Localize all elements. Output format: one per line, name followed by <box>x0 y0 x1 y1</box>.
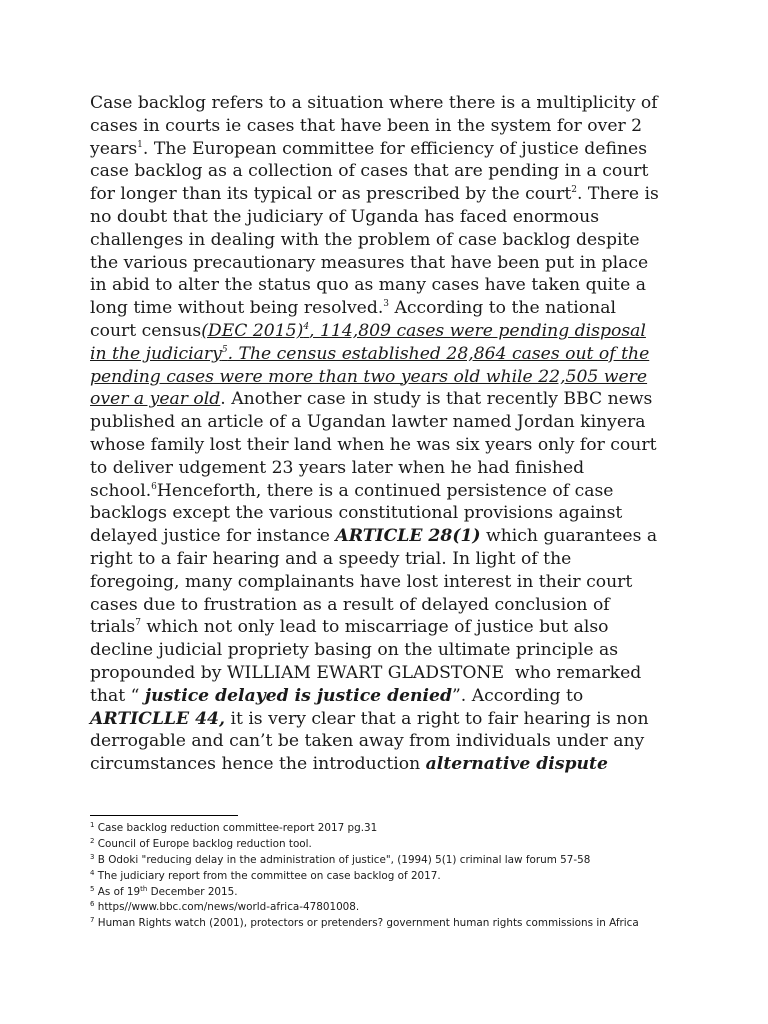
body-paragraph <box>90 92 682 776</box>
text-line <box>90 685 682 708</box>
text-line <box>90 411 682 434</box>
footnote-text: Council of Europe backlog reduction tool. <box>94 837 312 850</box>
text-run: school. <box>90 480 152 501</box>
footnote <box>90 853 710 869</box>
article-reference: ARTICLE 28(1) <box>335 526 481 547</box>
footnote-text: As of 19 <box>94 885 141 898</box>
text-run: challenges in dealing with the problem of case backlog despite <box>90 229 640 250</box>
text-line <box>90 616 682 639</box>
footnote-ref[interactable]: 6 <box>151 481 157 492</box>
text-run: . The European committee for efficiency of justice defines <box>142 138 648 159</box>
text-line <box>90 229 682 252</box>
text-run: for longer than its typical or as prescribed by the court <box>90 184 572 205</box>
footnote-ref[interactable]: 4 <box>303 321 310 332</box>
footnote-text: Case backlog reduction committee-report 2017 pg.31 <box>94 822 378 834</box>
text-run: whose family lost their land when he was six years only for court <box>90 434 657 455</box>
underlined-text: over a year old <box>90 389 221 410</box>
text-line <box>90 115 682 138</box>
footnote-link[interactable]: https//www.bbc.com/news/world-africa-47801008. <box>94 901 360 914</box>
underlined-text: . The census established 28,864 cases out of the <box>227 343 650 364</box>
text-run: propounded by WILLIAM EWART GLADSTONE who remarked <box>90 662 642 683</box>
text-run: no doubt that the judiciary of Uganda has faced enormous <box>90 206 600 227</box>
text-line <box>90 457 682 480</box>
footnote <box>90 837 710 853</box>
ordinal-suffix: th <box>140 884 148 893</box>
text-line <box>90 206 682 229</box>
text-run: derrogable and can’t be taken away from individuals under any <box>90 731 645 752</box>
text-line <box>90 662 682 685</box>
text-line <box>90 388 682 411</box>
underlined-text: , 114,809 cases were pending disposal <box>309 320 646 341</box>
text-run: it is very clear that a right to fair hearing is non <box>224 708 649 729</box>
quotation: justice delayed is justice denied <box>144 685 453 706</box>
footnote-number: 2 <box>90 836 95 845</box>
text-run: decline judicial propriety basing on the ultimate principle as <box>90 640 619 661</box>
text-line <box>90 753 682 776</box>
emphasized-term: alternative dispute <box>425 754 608 775</box>
text-line <box>90 434 682 457</box>
footnote <box>90 916 710 932</box>
text-run: circumstances hence the introduction <box>90 754 426 775</box>
text-line <box>90 502 682 525</box>
footnote <box>90 900 710 916</box>
text-line <box>90 297 682 320</box>
text-line <box>90 343 682 366</box>
footnote-number: 7 <box>90 916 95 925</box>
text-run: According to the national <box>389 298 616 319</box>
text-run: long time without being resolved. <box>90 298 384 319</box>
footnotes <box>90 821 710 932</box>
text-run: . There is <box>576 184 659 205</box>
footnote-number: 3 <box>90 852 95 861</box>
footnote-number: 4 <box>90 868 95 877</box>
text-line <box>90 183 682 206</box>
text-run: trials <box>90 617 136 638</box>
text-run: years <box>90 138 138 159</box>
text-line <box>90 639 682 662</box>
text-line <box>90 366 682 389</box>
text-run: that “ <box>90 685 145 706</box>
footnote-ref[interactable]: 7 <box>135 618 141 629</box>
underlined-text: (DEC 2015) <box>201 320 304 341</box>
text-run: which not only lead to miscarriage of justice but also <box>140 617 609 638</box>
text-line <box>90 320 682 343</box>
text-run: in abid to alter the status quo as many cases have taken quite a <box>90 275 646 296</box>
text-line <box>90 160 682 183</box>
text-run: to deliver udgement 23 years later when he had finished <box>90 457 585 478</box>
footnote <box>90 885 710 901</box>
footnote-ref[interactable]: 1 <box>137 139 143 150</box>
text-run: ”. According to <box>452 685 584 706</box>
text-run: Case backlog refers to a situation where there is a multiplicity of <box>90 93 658 113</box>
text-run: . Another case in study is that recently BBC news <box>220 389 653 410</box>
text-run: right to a fair hearing and a speedy trial. In light of the <box>90 548 572 569</box>
footnote-text: December 2015. <box>147 885 238 898</box>
text-run: case backlog as a collection of cases that are pending in a court <box>90 161 649 182</box>
text-run: Henceforth, there is a continued persistence of case <box>156 480 614 501</box>
text-run: cases due to frustration as a result of delayed conclusion of <box>90 594 610 615</box>
footnote-text: B Odoki "reducing delay in the administration of justice", (1994) 5(1) criminal law forum 57-58 <box>94 853 591 866</box>
footnote-ref[interactable]: 2 <box>571 185 577 196</box>
footnote <box>90 869 710 885</box>
text-line <box>90 252 682 275</box>
underlined-text: in the judiciary <box>90 343 222 364</box>
text-run: delayed justice for instance <box>90 526 336 547</box>
text-run: which guarantees a <box>480 526 658 547</box>
footnote-number: 5 <box>90 884 95 893</box>
text-line <box>90 480 682 503</box>
footnote-text: Human Rights watch (2001), protectors or pretenders? government human rights commissions in Africa <box>94 917 639 930</box>
text-line <box>90 594 682 617</box>
underlined-text: pending cases were more than two years old while 22,505 were <box>90 366 648 387</box>
text-line <box>90 138 682 161</box>
footnote-text: The judiciary report from the committee on case backlog of 2017. <box>94 869 441 882</box>
text-line <box>90 274 682 297</box>
text-run: cases in courts ie cases that have been in the system for over 2 <box>90 115 643 136</box>
text-line <box>90 708 682 731</box>
text-run: published an article of a Ugandan lawter named Jordan kinyera <box>90 412 646 433</box>
article-reference: ARTICLLE 44, <box>90 708 225 729</box>
text-run: court census <box>90 320 202 341</box>
footnote <box>90 821 710 837</box>
text-line <box>90 92 682 115</box>
footnote-ref[interactable]: 3 <box>383 299 390 310</box>
text-run: foregoing, many complainants have lost interest in their court <box>90 571 633 592</box>
text-run: backlogs except the various constitutional provisions against <box>90 503 623 524</box>
footnote-ref[interactable]: 5 <box>221 344 228 355</box>
footnote-separator <box>90 815 238 816</box>
text-run: the various precautionary measures that have been put in place <box>90 252 649 273</box>
footnote-number: 6 <box>90 900 95 909</box>
text-line <box>90 730 682 753</box>
text-line <box>90 548 682 571</box>
text-line <box>90 571 682 594</box>
footnote-number: 1 <box>90 821 95 829</box>
text-line <box>90 525 682 548</box>
